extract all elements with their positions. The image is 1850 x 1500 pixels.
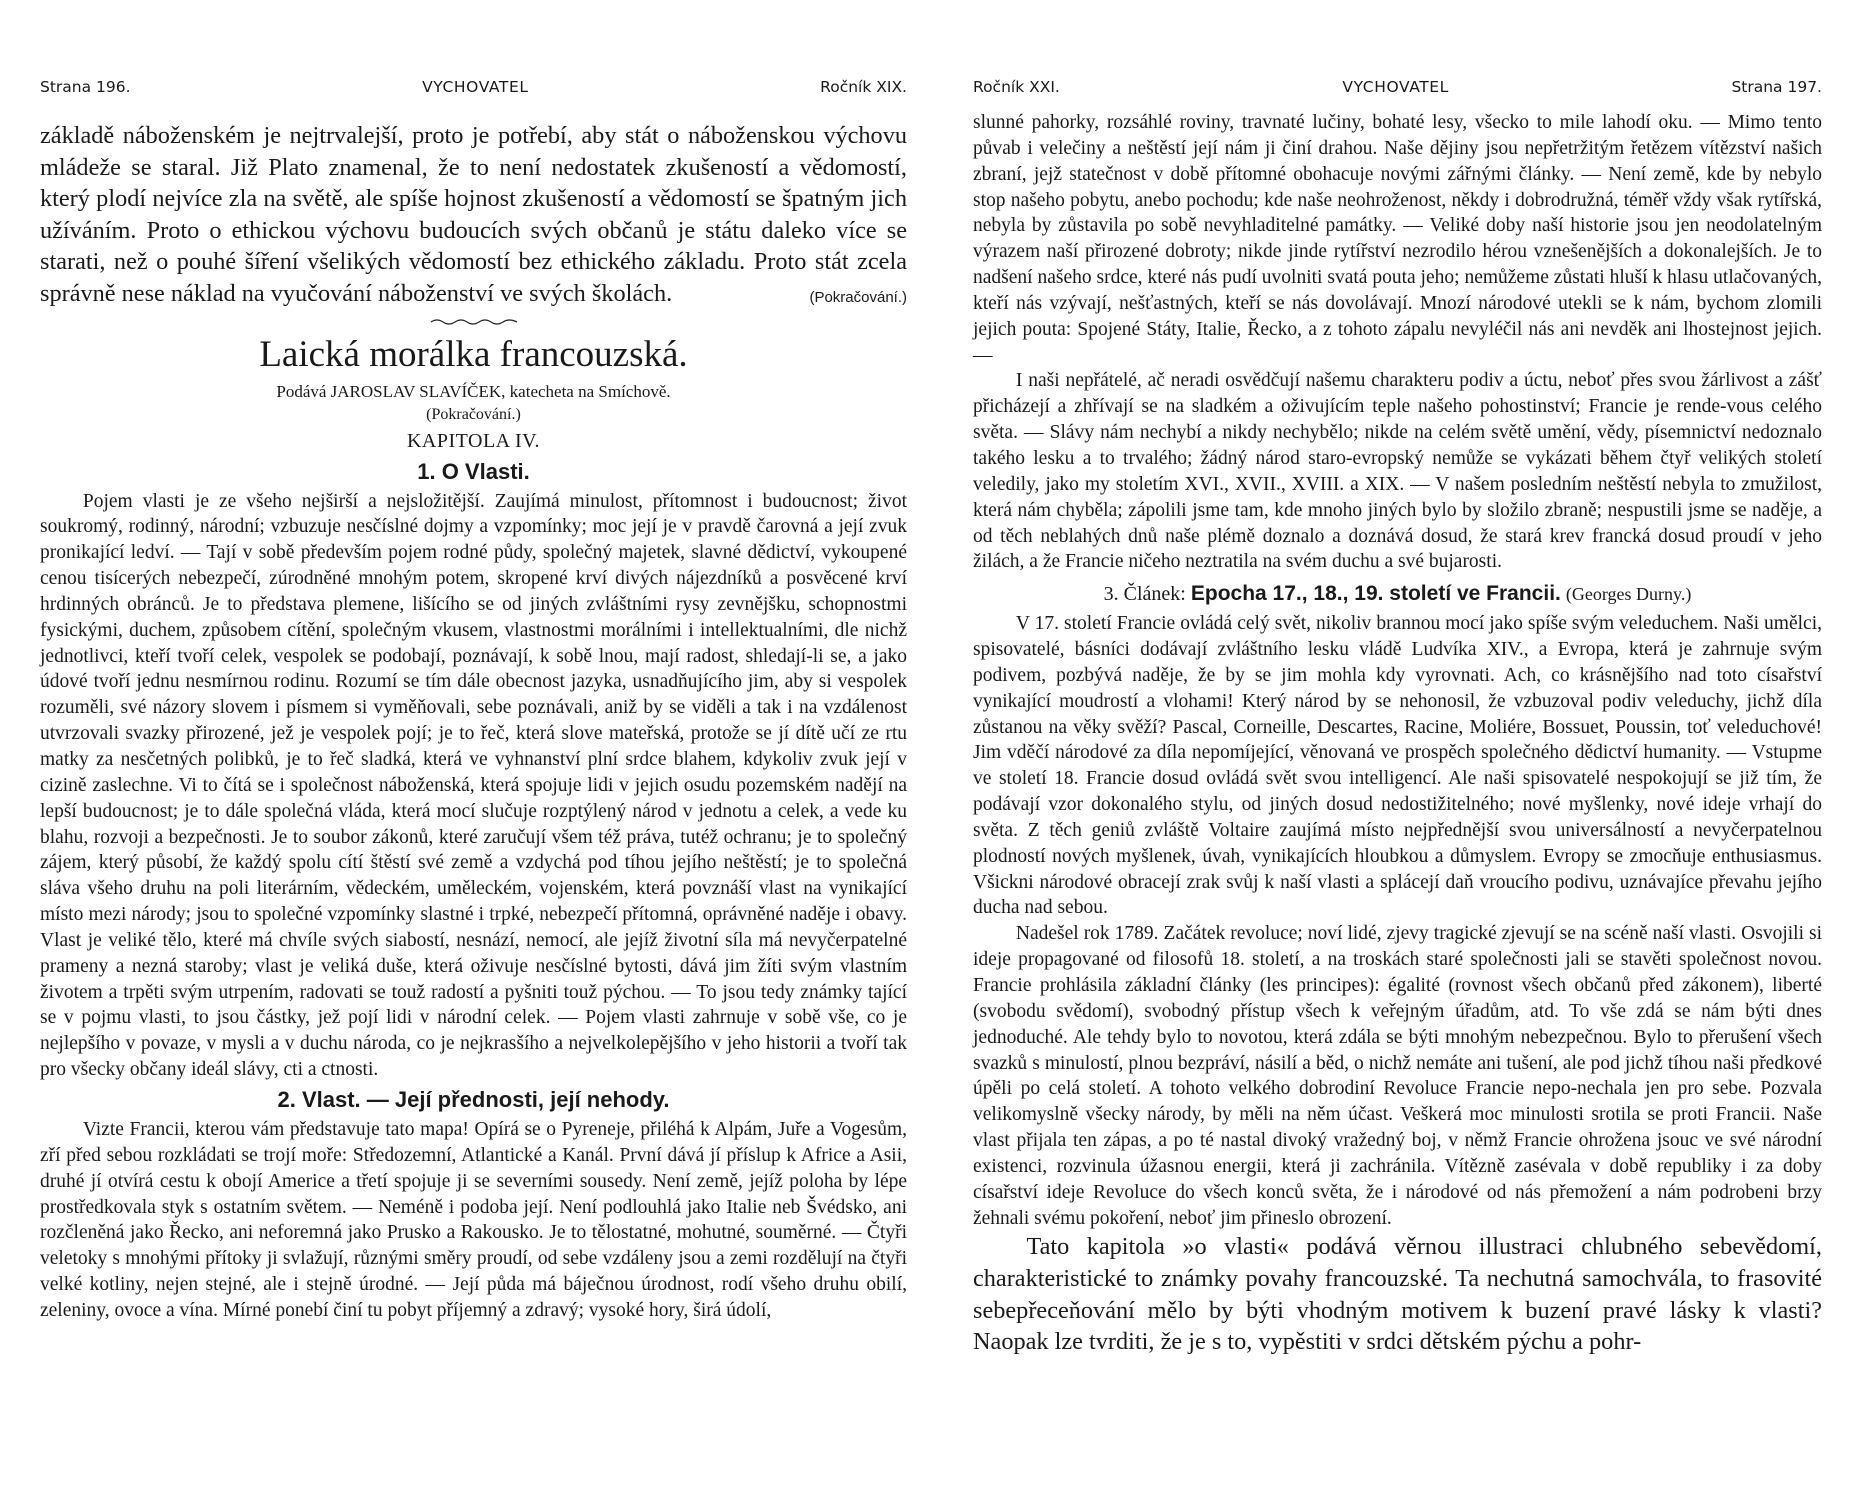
article-continued-note: (Pokračování.) [426,405,521,423]
right-page [925,0,1850,1500]
left-volume: Ročník XIX. [820,78,907,96]
right-paragraph-4: Nadešel rok 1789. Začátek revoluce; noví lidé, zjevy tragické zjevují se na scéně naší vlasti. Osvojili si ideje propagované od filosofů 18. století, a na troskách staré společnosti jali se stavěti společnost novou. Francie prohlásila základní články (les principes): égalité (rovnost všech občanů před zákonem), liberté (svobodu svědomí), svobodný přístup všech k veřejným úřadům, atd. To vše zdá se nám býti dnes jednoduché. Ale tehdy bylo to novotou, která zdála se býti mnohým nebezpečnou. Bylo to přerušení všech svazků s minulostí, plnou bezpráví, násilí a běd, o nichž nemáte ani tušení, ale pod jichž tíhou naši předkové úpěli po celá století. A tohoto velkého dobrodiní Revoluce Francie nepo-nechala jen pro sebe. Pozvala velikomyslně všecky národy, by měli na něm účast. Veškerá moc minulosti srotila se proti Francii. Naše vlast přijala ten zápas, a po té nastal divoký vražedný boj, v němž Francie ohrožena jsouc ve své národní existenci, rozvinula úžasnou energii, která ji zachránila. Vítězně zasévala v době republiky i za doby císařství ideje Revoluce do všech konců světa, že i národové od nás přemožení a nám podrobeni brzy žehnali svému pokoření, neboť jim přineslo obrození. [973,923,1822,1229]
section-3-author: (Georges Durny.) [1565,584,1692,605]
right-page-number: Strana 197. [1731,78,1822,96]
section-3-heading [973,581,1822,607]
right-page-body [973,110,1822,1358]
section-divider-ornament [429,318,519,326]
left-page-body [40,120,907,1324]
right-running-header [973,78,1822,106]
section-2-text: Vizte Francii, kterou vám představuje tato mapa! Opírá se o Pyreneje, přiléhá k Alpám, Juře a Vogesům, zří před sebou rozkládati se trojí moře: Středozemní, Atlantické a Kanál. První dává jí příslup k Africe a Asii, druhé jí otvírá cestu k obojí Americe a třetí spojuje ji se severními sousedy. Není země, jejíž poloha by lépe prostředkovala styk s ostatním světem. — Neméně i podoba její. Není podlouhlá jako Italie neb Švédsko, ani rozčleněná jako Řecko, ani neforemná jako Prusko a Rakousko. Je to tělostatné, mohutné, souměrné. — Čtyři veletoky s mnohými přítoky ji svlažují, různými směry proudí, od sebe vzdáleny jsou a zemi rozdělují na čtyři velké kotliny, nejen stejné, ale i stejně úrodné. — Její půda má báječnou úrodnost, rodí všeho druhu obilí, zeleniny, ovoce a vína. Mírné ponebí činí tu pobyt příjemný a zdravý; vysoké hory, širá údolí, [40,1118,907,1321]
section-2-heading: 2. Vlast. — Její přednosti, její nehody. [277,1086,670,1112]
section-3-prefix: 3. Článek: [1103,583,1186,606]
left-running-header [40,78,907,106]
right-volume: Ročník XXI. [973,78,1060,96]
article-title: Laická morálka francouzská. [259,333,688,375]
section-1-heading: 1. O Vlasti. [417,458,530,484]
section-3-title: Epocha 17., 18., 19. století ve Francii. [1190,582,1561,606]
right-paragraph-3: V 17. století Francie ovládá celý svět, nikoliv brannou mocí jako spíše svým veleduchem. Naši umělci, spisovatelé, básníci dodávají zvláštního lesku vládě Ludvíka XIV., a Evropa, která je zahrnuje svým podivem, pozbývá naděje, že by se jim mohla kdy vyrovnati. Ach, co krásnějšího nad toto císařství vynikající moudrostí a vlohami! Který národ by se nehonosil, že vzbuzoval podiv veleduchy, jichž díla zůstanou na věky svěží? Pascal, Corneille, Descartes, Racine, Moliére, Bossuet, Poussin, toť veleduchové! Jim vděčí národové za díla nepomíjející, věnovaná ve prospěch společného dědictví humanity. — Vstupme ve století 18. Francie dosud ovládá svět svou intelligencí. Ale naši spisovatelé nespokojují se již tím, že podávají vzor dokonalého stylu, od jiných dosud nedostižitelného; nové myšlenky, nové ideje vrhají do světa. Z těch geniů zvláště Voltaire zaujímá místo nejpřednější svou universálností a nevyčerpatelnou plodností nových myšlenek, úvah, vynikajících hloubkou a důmyslem. Evropy se zmocňuje enthusiasmus. Všickni národové obracejí zrak svůj k naší vlasti a splácejí daň vroucího podivu, uznávajíce převahu jejího ducha nad sebou. [973,613,1822,919]
left-journal-title: VYCHOVATEL [422,78,529,96]
intro-continued-note: (Pokračování.) [809,288,907,306]
left-page-number: Strana 196. [40,78,131,96]
right-paragraph-2: I naši nepřátelé, ač neradi osvědčují našemu charakteru podiv a úctu, neboť přes svou žárlivost a zášť přicházejí a zhřívají se na sladkém a oživujícím teple našeho pohostinství; Francie je rende-vous celého světa. — Slávy nám nechybí a nikdy nechybělo; nikde na celém světě umění, vědy, písemnictví nedoznalo takého lesku a to trvalého; žádný národ staro-evropský nemůže se vykázati během čtyř velikých století veledily, jako my stoletím XVI., XVII., XVIII. a XIX. — V našem posledním neštěstí nebyla to zmužilost, která nám chyběla; zápolili jsme tam, kde mnoho jiných bylo by složilo zbraně; nespustili jsme se naděje, a od těch neblahých dnů naše plémě doznalo a doznává dosud, že stará krev francká dosud proudí v jeho žilách, a že Francie ničeho neztratila na svém duchu a své bujarosti. [973,370,1822,573]
article-byline: Podává JAROSLAV SLAVÍČEK, katecheta na Smíchově. [276,381,671,401]
right-paragraph-1: slunné pahorky, rozsáhlé roviny, travnaté lučiny, bohaté lesy, všecko to mile lahodí oku. — Mimo tento půvab i velečiny a neštěstí její nám ji činí drahou. Naše dějiny jsou nepřetržitým řetězem vítězství našich zbraní, jejž statečnost v době přítomné obohacuje novými zářnými články. — Není země, kde by nebylo stop našeho pobytu, anebo pochodu; kde naše neohroženost, někdy i dobrodružná, téměř vždy však rytířská, nebyla by zůstavila po sobě nevyhladitelné památky. — Veliké doby naší historie jsou jen neodolatelným výrazem naší přirozené dobroty; nikde jinde rytířství nezrodilo hérou vznešenějších a dokonalejších. Je to nadšení našeho srdce, které nás pudí uvolniti svatá pouta jeho; nemůžeme zůstati hluší k hlasu utlačovaných, kteří nás vzývají, nešťastných, kteří se nás dovolávají. Mnozí národové utekli se k nám, bychom zlomili jejich pouta: Spojené Státy, Italie, Řecko, a z tohoto zápalu nevyléčil nás ani nevděk ani lhostejnost jejich. — [973,112,1822,366]
closing-paragraph: Tato kapitola »o vlasti« podává věrnou illustraci chlubného sebevědomí, charakteristické to známky povahy francouzské. Ta nechutná samochvála, to frasovité sebepřeceňování mělo by býti vhodným motivem k buzení pravé lásky k vlasti? Naopak lze tvrditi, že je s to, vypěstiti v srdci dětském pýchu a pohr- [973,1233,1822,1356]
right-journal-title: VYCHOVATEL [1342,78,1449,96]
section-1-text: Pojem vlasti je ze všeho nejširší a nejsložitější. Zaujímá minulost, přítomnost i budoucnost; život soukromý, rodinný, národní; vzbuzuje nesčíslné dojmy a vzpomínky; moc její je v pravdě čarovná a její zvuk pronikající ledví. — Tají v sobě především pojem rodné půdy, společný majetek, slavné dědictví, vykoupené cenou tisícerých nebezpečí, zúrodněné mnohým potem, skropené krví divých nájezdníků a posvěcené krví hrdinných obránců. Je to představa plemene, lišícího se od jiných zvláštními rysy zevnějšku, schopnostmi fysickými, duchem, způsobem cítění, společným vkusem, vlastnostmi morálními i intellektualními, dle nichž jednotlivci, kteří tvoří celek, vespolek se podobají, poznávají, k sobě lnou, mají radost, shledají-li se, a jako údové tvoří jednu nesmírnou rodinu. Rozumí se tím dále obecnost jazyka, usnadňujícího jim, aby si vespolek rozuměli, své názory slovem i písmem si vyměňovali, sebe poznávali, aniž by se viděli a tak i na vzdálenost utvrzovali svazky přirozené, jež je vespolek pojí; je to řeč, která slove mateřská, protože se jí dítě učí ze rtu matky za nesčetných polibků, je to řeč sladká, která ve vyhnanství plní srdce blahem, kdykoliv zvuk její v cizině zaslechne. Vi to čítá se i společnost náboženská, která spojuje lidi v jejich osudu pozemském nadějí na lepší budoucnost; je to dále společná vláda, která mocí slučuje rozptýlený národ v jednotu a celek, a vede ku blahu, rozvoji a bezpečnosti. Je to soubor zákonů, které zaručují všem též práva, tutéž ochranu; je to společný zájem, který působí, že každý spolu cítí štěstí své země a vzdychá pod tíhou jejího neštěstí; je to společná sláva všeho druhu na poli literárním, vědeckém, uměleckém, vojenském, která povznáší vlast na vynikající místo mezi národy; jsou to společné vzpomínky slastné i trpké, nebezpečí přítomná, oprávněné naděje i obavy. Vlast je veliké tělo, které má chvíle svých siabostí, nesnází, nemocí, ale jejíž životní síla má nevyčerpatelné prameny a nezná staroby; vlast je veliká duše, která oživuje nesčíslné bytosti, dává jim žíti svým vlastním životem a trpěti svým utrpením, radovati se touž radostí a pyšniti touž pýchou. — To jsou tedy známky tající se v pojmu vlasti, to jsou částky, jež pojí lidi v národní celek. — Pojem vlasti zahrnuje v sobě vše, co je nejlepšího v povaze, v mysli a v duchu národa, co je nejkrasšího a nejvelkolepějšího v jeho historii a tvoří tak pro všecky občany ideál slávy, cti a ctnosti. [40,490,907,1081]
chapter-heading: KAPITOLA IV. [406,429,541,452]
intro-paragraph: základě náboženském je nejtrvalejší, proto je potřebí, aby stát o náboženskou výchovu mládeže se staral. Již Plato znamenal, že to není nedostatek zkušeností a vědomostí, který plodí nejvíce zla na světě, ale spíše hojnost zkušeností a vědomostí se špatným jich užíváním. Proto o ethickou výchovu budoucích svých občanů je státu daleko více se starati, než o pouhé šíření všelikých vědomostí bez ethického základu. Proto stát zcela správně nese náklad na vyučování náboženství ve svých školách. (Pokračování.) [40,120,907,310]
